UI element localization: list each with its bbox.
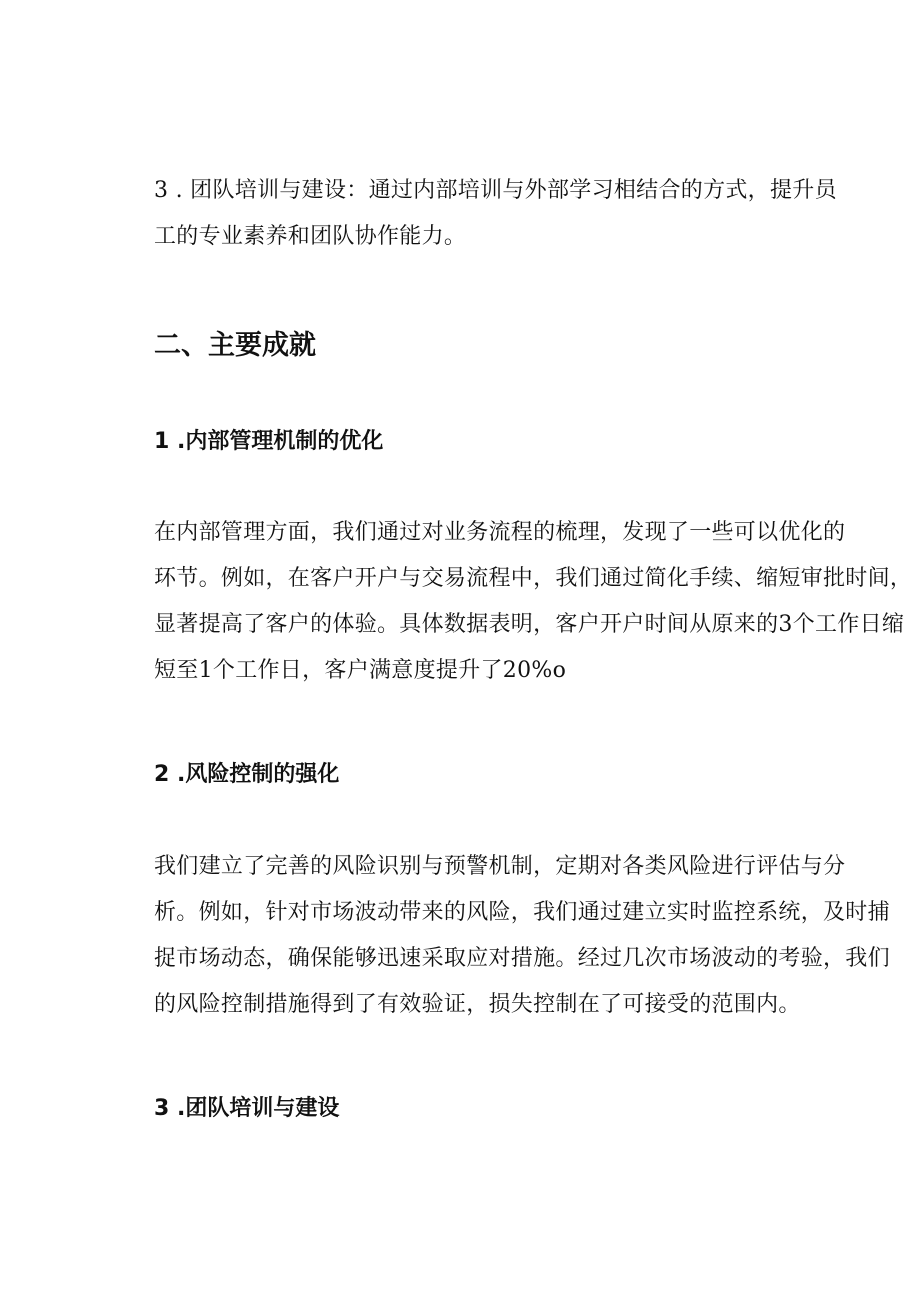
section-title: 二、主要成就 (154, 330, 316, 361)
paragraph-line: 显著提高了客户的体验。具体数据表明，客户开户时间从原来的3个工作日缩 (154, 612, 905, 637)
paragraph-line: 析。例如，针对市场波动带来的风险，我们通过建立实时监控系统，及时捕 (154, 900, 890, 925)
subsection-2-paragraph (154, 844, 890, 1028)
paragraph-line: 的风险控制措施得到了有效验证，损失控制在了可接受的范围内。 (154, 992, 801, 1017)
subsection-heading-2: 2 .风险控制的强化 (154, 762, 340, 787)
subsection-heading-1: 1 .内部管理机制的优化 (154, 429, 384, 454)
paragraph-line: 我们建立了完善的风险识别与预警机制，定期对各类风险进行评估与分 (154, 854, 846, 879)
intro-paragraph (154, 168, 837, 260)
paragraph-line: 工的专业素养和团队协作能力。 (154, 224, 467, 249)
paragraph-line: 在内部管理方面，我们通过对业务流程的梳理，发现了一些可以优化的 (154, 520, 846, 545)
paragraph-line: 环节。例如，在客户开户与交易流程中，我们通过简化手续、缩短审批时间， (154, 566, 913, 591)
paragraph-line: 捉市场动态，确保能够迅速采取应对措施。经过几次市场波动的考验，我们 (154, 946, 890, 971)
paragraph-line: 短至1个工作日，客户满意度提升了20%o (154, 658, 567, 683)
subsection-heading-3: 3 .团队培训与建设 (154, 1096, 340, 1121)
paragraph-line: 3 . 团队培训与建设：通过内部培训与外部学习相结合的方式，提升员 (154, 178, 837, 203)
subsection-1-paragraph (154, 510, 913, 694)
